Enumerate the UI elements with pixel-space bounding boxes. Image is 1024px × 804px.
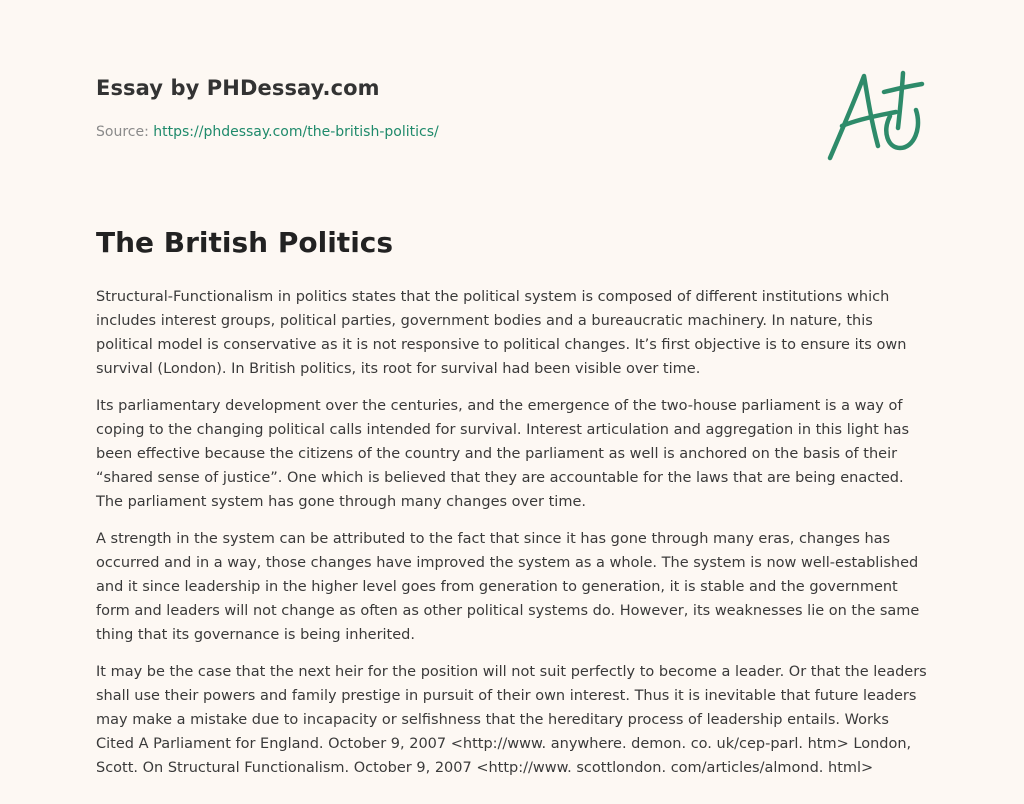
source-line xyxy=(96,124,439,140)
source-link[interactable]: https://phdessay.com/the-british-politics/ xyxy=(153,124,439,140)
site-brand: Essay by PHDessay.com xyxy=(96,76,380,100)
a-plus-logo xyxy=(822,68,926,164)
paragraph: A strength in the system can be attributed to the fact that since it has gone through many eras, changes has occurred and in a way, those changes have improved the system as a whole. The system is now well-established and it since leadership in the higher level goes from generation to generation, it is stable and the government form and leaders will not change as often as other political systems do. However, its weaknesses lie on the same thing that its governance is being inherited. xyxy=(96,531,920,643)
article-title: The British Politics xyxy=(96,226,394,259)
paragraph: Structural-Functionalism in politics states that the political system is composed of different institutions which includes interest groups, political parties, government bodies and a bureaucratic machinery. In nature, this political model is conservative as it is not responsive to political changes. It’s first objective is to ensure its own survival (London). In British politics, its root for survival had been visible over time. xyxy=(96,289,907,377)
a-plus-icon xyxy=(822,68,926,164)
article-body xyxy=(96,285,928,793)
source-label: Source: xyxy=(96,124,154,140)
paragraph: It may be the case that the next heir for the position will not suit perfectly to become a leader. Or that the leaders shall use their powers and family prestige in pursuit of their own interest. Thus it is inevitable that future leaders may make a mistake due to incapacity or selfishness that the hereditary process of leadership entails. Works Cited A Parliament for England. October 9, 2007 <http://www. anywhere. demon. co. uk/cep-parl. htm> London, Scott. On Structural Functionalism. October 9, 2007 <http://www. scottlondon. com/articles/almond. html> xyxy=(96,664,927,776)
paragraph: Its parliamentary development over the centuries, and the emergence of the two-house parliament is a way of coping to the changing political calls intended for survival. Interest articulation and aggregation in this light has been effective because the citizens of the country and the parliament as well is anchored on the basis of their “shared sense of justice”. One which is believed that they are accountable for the laws that are being enacted. The parliament system has gone through many changes over time. xyxy=(96,398,910,510)
